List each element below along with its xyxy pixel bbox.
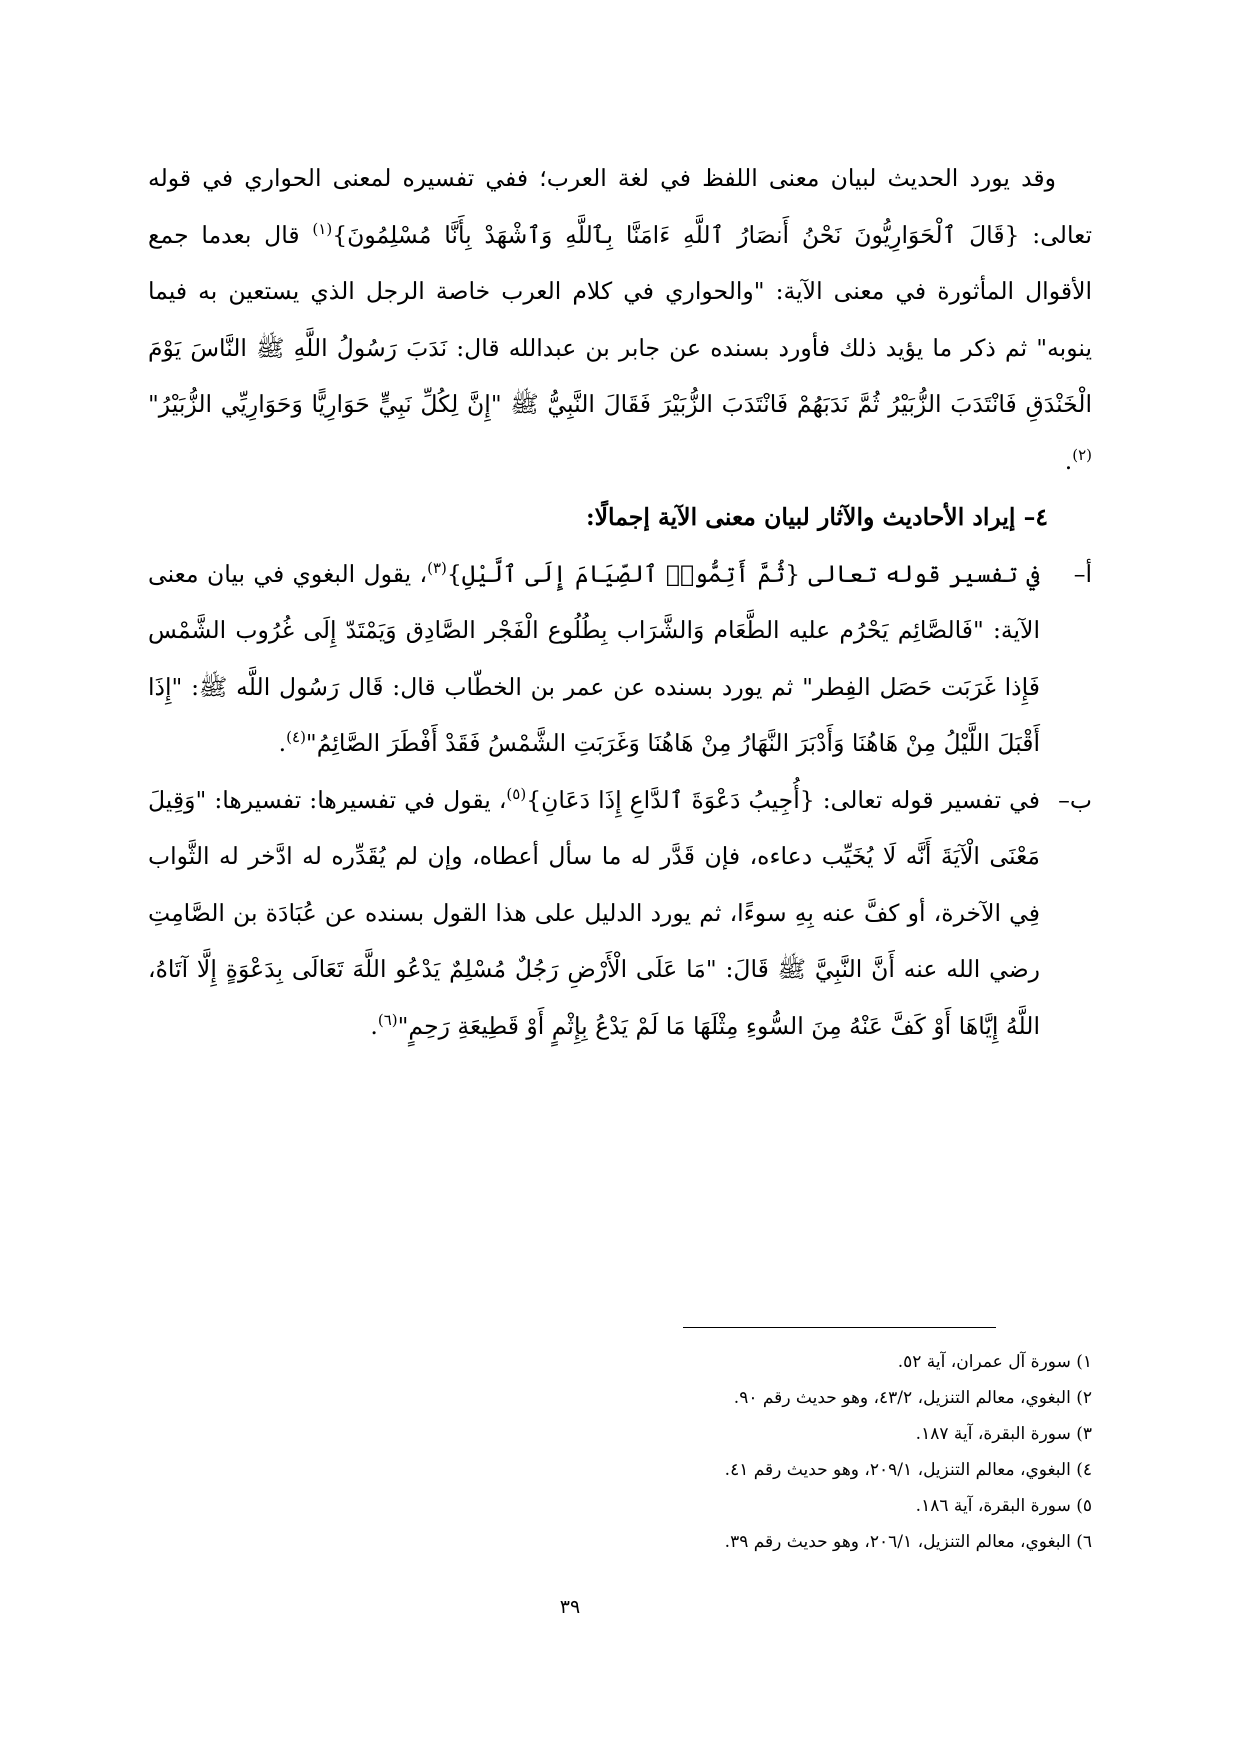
item-a-text-after: ، يقول البغوي في بيان معنى الآية: "فَالصَّائِم يَحْرُم عليه الطَّعَام وَالشَّرَاب بِطُلُوع الْفَجْر الصَّادِق وَيَمْتَدّ إِلَى غُرُوب الشَّمْس فَإِذا غَرَبَت حَصَل الفِطر" ثم يورد بسنده عن عمر بن الخطّاب قال: قَال رَسُول اللَّه ﷺ: "إِذَا أَقْبَلَ اللَّيْلُ مِنْ هَاهُنَا وَأَدْبَرَ النَّهَارُ مِنْ هَاهُنَا وَغَرَبَتِ الشَّمْسُ فَقَدْ أَفْطَرَ الصَّائِمُ": [148, 559, 1040, 757]
list-marker-a: أ–: [1073, 559, 1092, 588]
paragraph-hawari: [148, 150, 1092, 489]
list-marker-b: ب–: [1058, 785, 1092, 814]
footnote-3: ٣) سورة البقرة، آية ١٨٧.: [915, 1424, 1092, 1444]
footnote-ref-2: (٢): [1072, 445, 1092, 464]
main-text: [148, 150, 1092, 1054]
item-a-end: .: [278, 729, 287, 757]
paragraph-1-text-after: قال بعدما جمع الأقوال المأثورة في معنى الآية: "والحواري في كلام العرب خاصة الرجل الذي يستعين به فيما ينوبه" ثم ذكر ما يؤيد ذلك فأورد بسنده عن جابر بن عبدالله قال: نَدَبَ رَسُولُ اللَّهِ ﷺ النَّاسَ يَوْمَ الْخَنْدَقِ فَانْتَدَبَ الزُّبَيْرُ ثُمَّ نَدَبَهُمْ فَانْتَدَبَ الزُّبَيْرَ فَقَالَ النَّبِيُّ ﷺ "إِنَّ لِكُلِّ نَبِيٍّ حَوَارِيًّا وَحَوَارِيِّي الزُّبَيْرُ": [148, 220, 1092, 418]
list-item-a: [148, 546, 1092, 772]
section-heading-4: ٤– إيراد الأحاديث والآثار لبيان معنى الآية إجمالًا:: [585, 503, 1048, 531]
footnote-separator: [683, 1327, 996, 1328]
page-number: ٣٩: [559, 1596, 581, 1618]
footnote-4: ٤) البغوي، معالم التنزيل، ٢٠٩/١، وهو حديث رقم ٤١.: [724, 1460, 1092, 1480]
paragraph-1-text: وقد يورد الحديث لبيان معنى اللفظ في لغة العرب؛ ففي تفسيره لمعنى الحواري في قوله تعالى: {قَالَ ٱلْحَوَارِيُّونَ نَحْنُ أَنصَارُ ٱللَّهِ ءَامَنَّا بِٱللَّهِ وَٱشْهَدْ بِأَنَّا مُسْلِمُونَ}: [148, 164, 1092, 249]
footnote-2: ٢) البغوي، معالم التنزيل، ٤٣/٢، وهو حديث رقم ٩٠.: [733, 1388, 1092, 1408]
footnote-ref-1: (١): [312, 219, 333, 238]
item-b-text: في تفسير قوله تعالى: {أُجِيبُ دَعْوَةَ ٱلدَّاعِ إِذَا دَعَانِ}: [526, 785, 1040, 814]
footnote-1: ١) سورة آل عمران، آية ٥٢.: [897, 1352, 1092, 1372]
list-item-b: [148, 772, 1092, 1055]
paragraph-1-end: .: [1064, 446, 1073, 475]
footnote-ref-4: (٤): [286, 728, 306, 747]
item-b-text-after: ، يقول في تفسيرها: تفسيرها: "وَقِيلَ مَعْنَى الْآيَةَ أَنَّه لَا يُخَيِّب دعاءه، فإن قَدَّر له ما سأل أعطاه، وإن لم يُقَدِّره له ادَّخر له الثَّواب فِي الآخرة، أو كفَّ عنه بِهِ سوءًا، ثم يورد الدليل على هذا القول بسنده عن عُبَادَة بن الصَّامِتِ رضي الله عنه أَنَّ النَّبِيَّ ﷺ قَالَ: "مَا عَلَى الْأَرْضِ رَجُلٌ مُسْلِمٌ يَدْعُو اللَّهَ تَعَالَى بِدَعْوَةٍ إِلَّا آتَاهُ، اللَّهُ إِيَّاهَا أَوْ كَفَّ عَنْهُ مِنَ السُّوءِ مِثْلَهَا مَا لَمْ يَدْعُ بِإِثْمٍ أَوْ قَطِيعَةِ رَحِمٍ": [148, 785, 1040, 1040]
footnote-6: ٦) البغوي، معالم التنزيل، ٢٠٦/١، وهو حديث رقم ٣٩.: [724, 1532, 1092, 1552]
footnote-ref-5: (٥): [506, 784, 527, 803]
item-b-end: .: [370, 1011, 378, 1040]
footnotes: [392, 1344, 1092, 1560]
footnote-ref-3: (٣): [427, 558, 447, 577]
item-a-text: في تفسير قوله تعالى {ثُمَّ أَتِمُّوا۟ ٱلصِّيَامَ إِلَى ٱلَّيْلِ}: [446, 559, 1041, 588]
footnote-5: ٥) سورة البقرة، آية ١٨٦.: [915, 1496, 1092, 1516]
footnote-ref-6: (٦): [377, 1010, 398, 1029]
